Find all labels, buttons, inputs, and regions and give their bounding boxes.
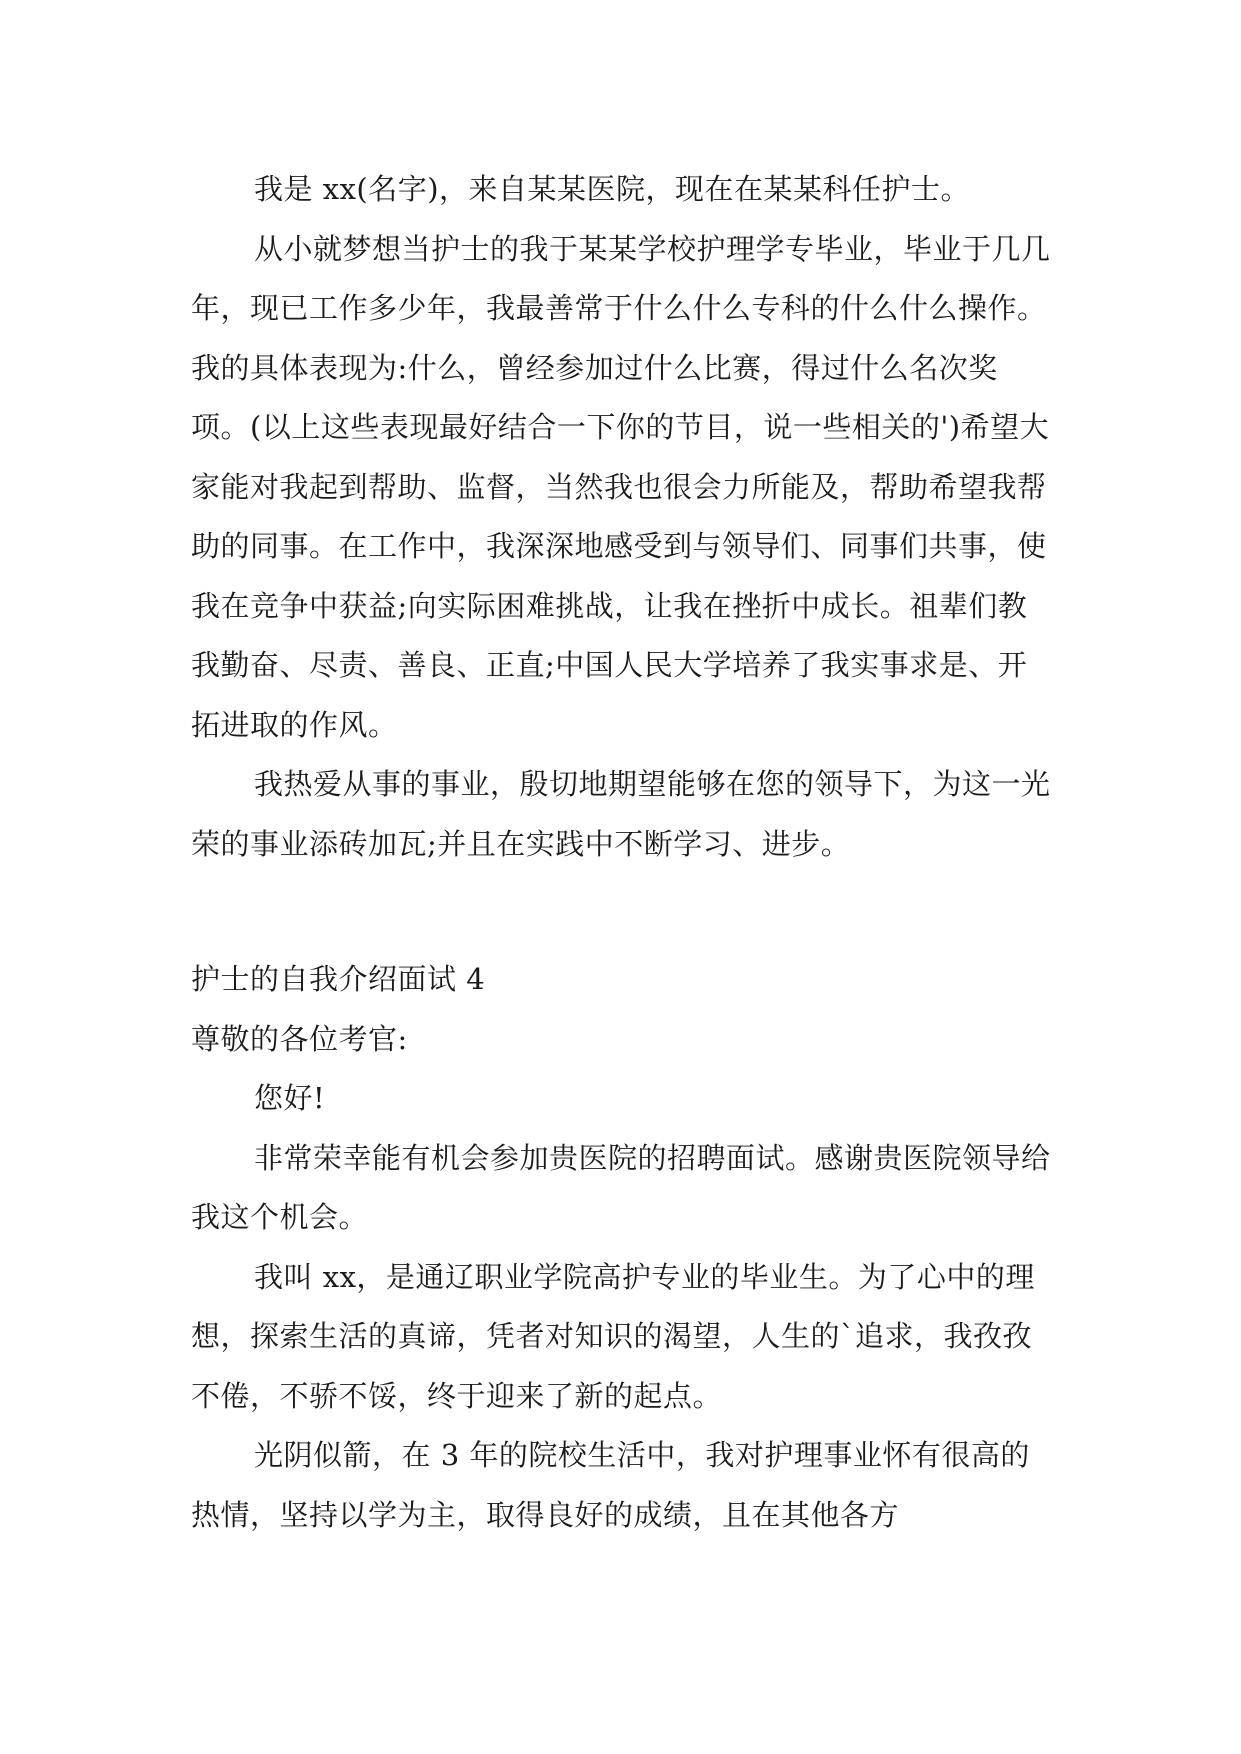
greeting: 您好! <box>254 1081 326 1115</box>
paragraph: 我叫 xx，是通辽职业学院高护专业的毕业生。为了心中的理想，探索生活的真谛，凭者对知识的渴望，人生的`追求，我孜孜不倦，不骄不馁，终于迎来了新的起点。 <box>191 1259 1035 1413</box>
paragraph: 光阴似箭，在 3 年的院校生活中，我对护理事业怀有很高的热情，坚持以学为主，取得良好的成绩，且在其他各方 <box>191 1438 1030 1532</box>
paragraph: 我热爱从事的事业，殷切地期望能够在您的领导下，为这一光荣的事业添砖加瓦;并且在实践中不断学习、进步。 <box>191 767 1051 861</box>
paragraph: 我是 xx(名字)，来自某某医院，现在在某某科任护士。 <box>254 172 971 206</box>
section-title: 护士的自我介绍面试 4 <box>191 962 486 996</box>
paragraph: 从小就梦想当护士的我于某某学校护理学专毕业，毕业于几几年，现已工作多少年，我最善常于什么什么专科的什么什么操作。我的具体表现为:什么，曾经参加过什么比赛，得过什么名次奖项。(以上这些表现最好结合一下你的节目，说一些相关的')希望大家能对我起到帮助、监督，当然我也很会力所能及，帮助希望我帮助的同事。在工作中，我深深地感受到与领导们、同事们共事，使我在竞争中获益;向实际困难挑战，让我在挫折中成长。祖辈们教我勤奋、尽责、善良、正直;中国人民大学培养了我实事求是、开拓进取的作风。 <box>191 231 1051 742</box>
text-section-1 <box>191 160 1051 874</box>
paragraph: 非常荣幸能有机会参加贵医院的招聘面试。感谢贵医院领导给我这个机会。 <box>191 1140 1051 1234</box>
text-section-2 <box>191 950 1051 1545</box>
salutation: 尊敬的各位考官: <box>191 1021 408 1056</box>
